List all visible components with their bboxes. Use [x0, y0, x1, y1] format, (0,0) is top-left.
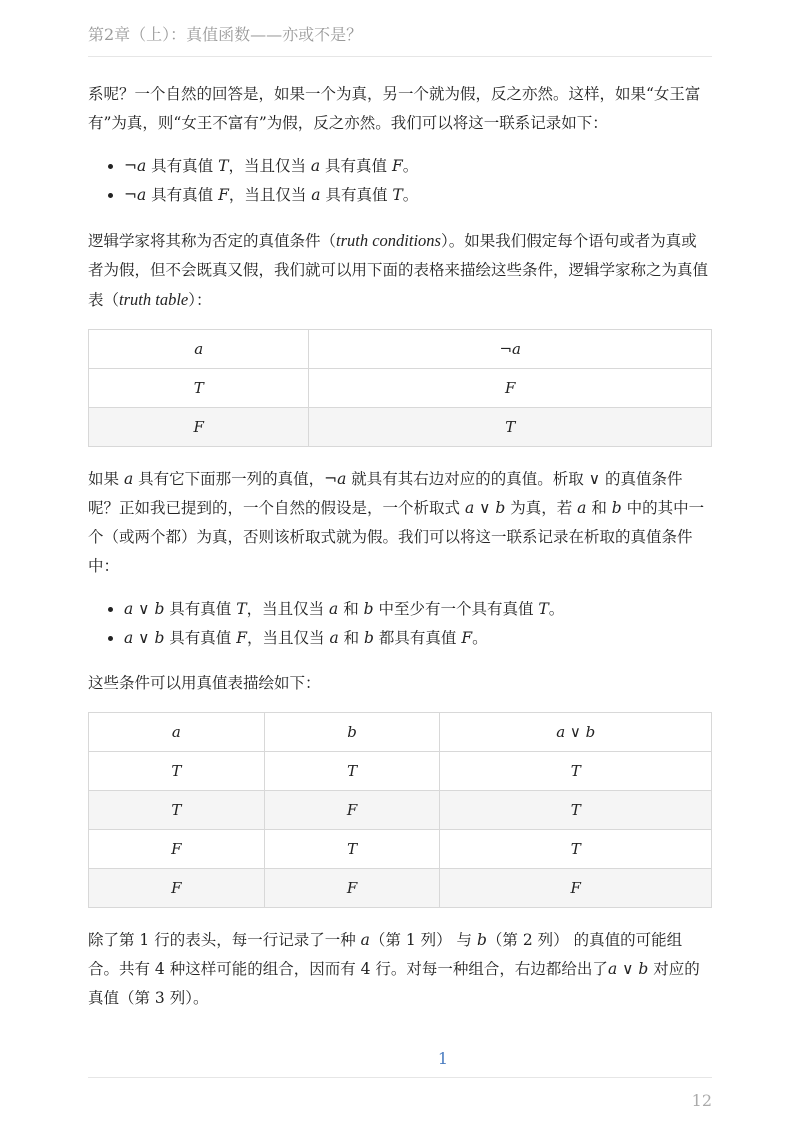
negation-truth-table [88, 329, 712, 447]
text: 具有真值 [320, 186, 393, 204]
or-symbol: ∨ [588, 470, 601, 488]
page-number: 12 [691, 1091, 712, 1110]
text: 。 [402, 157, 419, 175]
text: 和 [338, 629, 365, 647]
paragraph-truth-conditions [88, 226, 712, 315]
paragraph-disjunction [88, 465, 712, 581]
text: 如果 [88, 470, 124, 488]
variable: b [611, 499, 622, 517]
table-header: a [89, 713, 265, 752]
table-cell: F [264, 869, 440, 908]
table-cell: T [309, 408, 712, 447]
disjunction-conditions-list [88, 595, 712, 653]
table-cell: T [440, 830, 712, 869]
text: 中至少有一个具有真值 [373, 600, 539, 618]
text: 具有它下面那一列的真值， [133, 470, 325, 488]
text: （第 2 列） 的真值的可能组合。共有 4 种这样可能的组合，因而有 4 行。对每一种组合，右边都给出了 [88, 931, 683, 978]
formula: a ∨ b [464, 499, 506, 517]
list-item [124, 595, 712, 624]
variable: a [310, 157, 321, 175]
table-cell: T [440, 791, 712, 830]
variable: a [311, 186, 321, 204]
formula: ¬a [124, 186, 147, 204]
variable: a [329, 600, 339, 618]
table-cell: T [440, 752, 712, 791]
table-row [89, 830, 712, 869]
disjunction-truth-table [88, 712, 712, 908]
list-item [124, 624, 712, 653]
table-cell: T [89, 752, 265, 791]
formula: a ∨ b [124, 600, 165, 618]
footnote-link[interactable]: 1 [437, 1049, 449, 1068]
table-header: ¬a [309, 330, 712, 369]
table-cell: F [264, 791, 440, 830]
page-content [88, 80, 712, 1027]
table-header: a [89, 330, 309, 369]
text: 具有真值 [320, 157, 392, 175]
text: 对应的真值（第 3 列）。 [88, 960, 700, 1007]
text: 就具有其右边对应的的真值。析取 [346, 470, 589, 488]
negation-conditions-list [88, 152, 712, 210]
table-cell: F [89, 869, 265, 908]
table-cell: F [309, 369, 712, 408]
text: 具有真值 [164, 629, 237, 647]
truth-value: T [218, 157, 229, 175]
variable: a [360, 931, 370, 949]
running-header: 第2章（上）：真值函数——亦或不是？ [88, 25, 363, 44]
text: 。 [402, 186, 419, 204]
table-cell: F [89, 830, 265, 869]
truth-value: T [236, 600, 247, 618]
table-row [89, 408, 712, 447]
table-header-row [89, 330, 712, 369]
text: 具有真值 [164, 600, 237, 618]
text: 具有真值 [146, 186, 219, 204]
text: 。 [548, 600, 565, 618]
text: 。 [472, 629, 488, 647]
formula: ¬a [324, 470, 347, 488]
table-header: a ∨ b [440, 713, 712, 752]
list-item [124, 181, 712, 210]
list-item [124, 152, 712, 181]
table-row [89, 369, 712, 408]
text: ，当且仅当 [246, 600, 330, 618]
term-truth-table: truth table [119, 290, 189, 309]
text: ，当且仅当 [247, 629, 330, 647]
truth-value: F [461, 629, 473, 647]
paragraph-intro: 系呢？一个自然的回答是，如果一个为真，另一个就为假，反之亦然。这样，如果“女王富有”为真，则“女王不富有”为假，反之亦然。我们可以将这一联系记录如下： [88, 85, 701, 132]
table-cell: T [89, 791, 265, 830]
text: 除了第 1 行的表头，每一行记录了一种 [88, 931, 361, 949]
table-row [89, 869, 712, 908]
term-truth-conditions: truth conditions [336, 231, 441, 250]
text: 为真，若 [505, 499, 578, 517]
text: 具有真值 [146, 157, 219, 175]
table-cell: F [89, 408, 309, 447]
truth-value: T [392, 186, 403, 204]
table-cell: T [264, 830, 440, 869]
text: ，当且仅当 [228, 186, 312, 204]
text: 的真值条件呢？正如我已提到的，一个自然的假设是，一个析取式 [88, 470, 683, 517]
paragraph-table-intro: 这些条件可以用真值表描绘如下： [88, 674, 321, 692]
variable: a [577, 499, 587, 517]
variable: b [476, 931, 487, 949]
truth-value: T [538, 600, 549, 618]
text: ）。如果我们假定每个语句或者为真或者为假，但不会既真又假，我们就可以用下面的表格来描绘这些条件，逻辑学家称之为真值表（ [88, 232, 709, 309]
table-header: b [264, 713, 440, 752]
text: 和 [586, 499, 612, 517]
truth-value: F [218, 186, 229, 204]
table-cell: T [264, 752, 440, 791]
variable: b [363, 600, 374, 618]
variable: a [123, 470, 134, 488]
truth-value: F [236, 629, 247, 647]
text: 中的其中一个（或两个都）为真，否则该析取式就为假。我们可以将这一联系记录在析取的真值条件中： [88, 499, 705, 575]
truth-value: F [391, 157, 403, 175]
text: ）： [188, 291, 212, 309]
variable: a [329, 629, 339, 647]
table-header-row [89, 713, 712, 752]
formula: a ∨ b [124, 629, 165, 647]
table-row [89, 752, 712, 791]
paragraph-combinations [88, 926, 712, 1013]
footer-divider [88, 1077, 712, 1078]
text: 都具有真值 [373, 629, 462, 647]
table-row [89, 791, 712, 830]
table-cell: F [440, 869, 712, 908]
text: 逻辑学家将其称为否定的真值条件（ [88, 232, 337, 250]
formula: a ∨ b [607, 960, 649, 978]
table-cell: T [89, 369, 309, 408]
variable: b [364, 629, 374, 647]
header-divider [88, 56, 712, 57]
formula: ¬a [124, 157, 147, 175]
text: （第 1 列） 与 [369, 931, 477, 949]
text: 和 [338, 600, 364, 618]
text: ，当且仅当 [228, 157, 311, 175]
